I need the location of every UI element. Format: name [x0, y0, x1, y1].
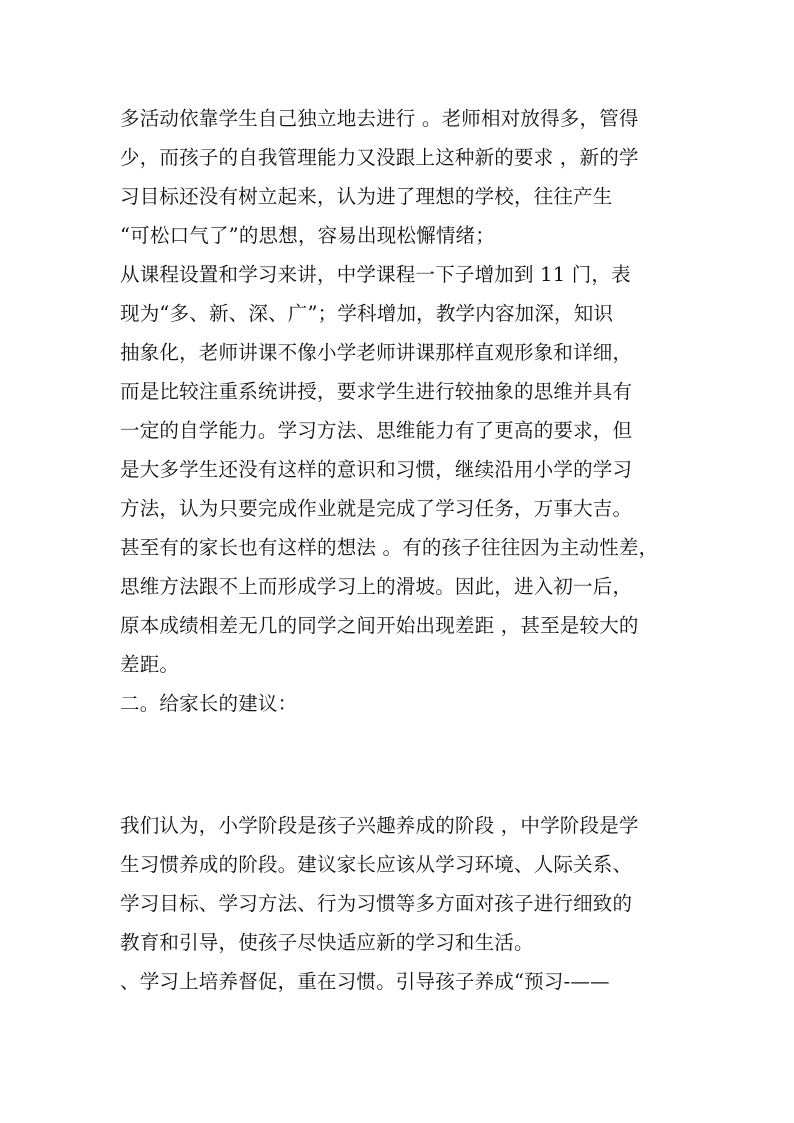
text-line: 而是比较注重系统讲授，要求学生进行较抽象的思维并具有	[120, 380, 633, 403]
section-heading: 二。给家长的建议：	[120, 692, 298, 715]
text-line: 多活动依靠学生自己独立地去进行 。老师相对放得多，管得	[120, 107, 639, 130]
text-line: 学习目标、学习方法、行为习惯等多方面对孩子进行细致的	[120, 892, 633, 915]
text-line: 我们认为，小学阶段是孩子兴趣养成的阶段 ，中学阶段是学	[120, 814, 639, 837]
text-line: 从课程设置和学习来讲，中学课程一下子增加到 11 门，表	[120, 263, 631, 286]
text-line: 是大多学生还没有这样的意识和习惯，继续沿用小学的学习	[120, 458, 633, 481]
text-line: 抽象化，老师讲课不像小学老师讲课那样直观形象和详细，	[120, 341, 633, 364]
text-line: 现为“多、新、深、广”；学科增加，教学内容加深，知识	[120, 302, 614, 325]
text-line: 教育和引导，使孩子尽快适应新的学习和生活。	[120, 931, 534, 954]
text-line: 一定的自学能力。学习方法、思维能力有了更高的要求，但	[120, 419, 633, 442]
text-line: 差距。	[120, 653, 180, 676]
text-line: 思维方法跟不上而形成学习上的滑坡。因此，进入初一后，	[120, 575, 633, 598]
text-line: 生习惯养成的阶段。建议家长应该从学习环境、人际关系、	[120, 853, 633, 876]
text-line: 原本成绩相差无几的同学之间开始出现差距 ，甚至是较大的	[120, 614, 639, 637]
text-line: 甚至有的家长也有这样的想法 。有的孩子往往因为主动性差，	[120, 536, 659, 559]
text-line: “可松口气了”的思想，容易出现松懈情绪；	[120, 224, 495, 247]
text-line: 少，而孩子的自我管理能力又没跟上这种新的要求 ，新的学	[120, 146, 639, 169]
text-line: 、学习上培养督促，重在习惯。引导孩子养成“预习-——	[120, 970, 610, 993]
text-line: 方法，认为只要完成作业就是完成了学习任务，万事大吉。	[120, 497, 633, 520]
text-line: 习目标还没有树立起来，认为进了理想的学校，往往产生	[120, 185, 613, 208]
